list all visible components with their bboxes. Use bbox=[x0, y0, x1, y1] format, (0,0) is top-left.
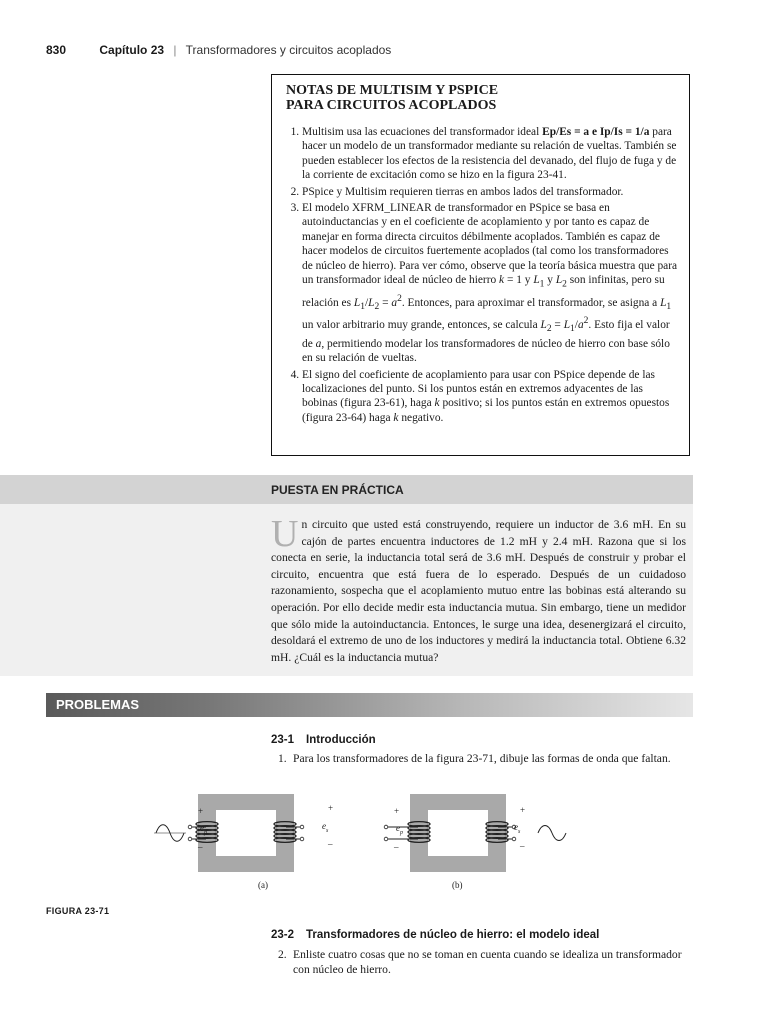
section-title: Transformadores de núcleo de hierro: el modelo ideal bbox=[306, 929, 600, 941]
core-window bbox=[216, 810, 276, 856]
figure-label: FIGURA 23-71 bbox=[46, 906, 110, 916]
notes-item-3: 3. El modelo XFRM_LINEAR de transformador en PSpice se basa en autoinductancias y en el coeficiente de acoplamiento y por tanto es capaz de manejar en forma directa circuitos débilmente acoplados. También es capaz de hacer modelos de circuitos fuertemente acoplados (tal como los transformadores de núcleo de hierro). Para ver cómo, observe que la teoría básica muestra que para un transformador ideal de núcleo de hierro k = 1 y $L_1$ y $L_2$ son infinitas, pero su relación es $L_1/L_2 = a^2$. Entonces, para aproximar el transformador, se asigna a $L_1$ un valor arbitrario muy grande, entonces, se calcula $L_2 = L_1/a^2$. Esto fija el valor de a, permitiendo modelar los transformadores de núcleo de hierro con base sólo en su relación de vueltas. bbox=[302, 201, 679, 366]
label-es: $e_s$ bbox=[514, 822, 521, 835]
terminal bbox=[188, 837, 192, 841]
notes-title-line1: NOTAS DE MULTISIM Y PSPICE bbox=[286, 83, 499, 98]
caption-b: (b) bbox=[452, 880, 463, 890]
minus-sign: – bbox=[394, 842, 399, 852]
plus-sign: + bbox=[394, 806, 400, 816]
terminal bbox=[512, 837, 516, 841]
practice-header-bar bbox=[0, 475, 693, 504]
notes-list bbox=[286, 125, 679, 425]
running-header bbox=[46, 43, 391, 57]
problem-item-1 bbox=[278, 751, 690, 766]
notes-item-2: 2. PSpice y Multisim requieren tierras en ambos lados del transformador. bbox=[302, 185, 679, 199]
plus-sign: + bbox=[198, 806, 204, 816]
ideal-equation: Ep/Es = a e Ip/Is = 1/a bbox=[542, 126, 650, 138]
chapter-label: Capítulo 23 bbox=[99, 43, 165, 57]
label-ep: $e_p$ bbox=[396, 823, 403, 836]
plus-sign: + bbox=[328, 803, 334, 813]
practice-panel bbox=[0, 504, 693, 676]
practice-paragraph: n circuito que usted está construyendo, requiere un inductor de 3.6 mH. En su cajón de partes encuentra inductores de 1.2 mH y 2.4 mH. Razona que si los conecta en serie, la inductancia total será de 3.6 mH. Después de construir y probar el circuito, encuentra que está fuera de lo esperado. Después de un cuidadoso razonamiento, sospecha que el acoplamiento mutuo entre las bobinas está alterando su operación. Por ello decide medir esta inductancia mutua. Sin embargo, tiene un medidor que sólo mide la autoinductancia. Entonces, le surge una idea, desenergizará el circuito, desoldará el extremo de uno de los inductores y medirá la inductancia total. Obtiene 6.32 mH. ¿Cuál es la inductancia mutua? bbox=[271, 518, 686, 664]
section-number: 23-1 bbox=[271, 734, 295, 746]
minus-sign: – bbox=[328, 839, 333, 849]
chapter-title: Transformadores y circuitos acoplados bbox=[185, 43, 392, 57]
notes-item-1: 1. Multisim usa las ecuaciones del transformador ideal Ep/Es = a e Ip/Is = 1/a para hacer un modelo de un transformador mediante su relación de vueltas. También se pueden establecer los efectos de la resistencia del devanado, del flujo de fuga y de la corriente de excitación como se hizo en la figura 23-41. bbox=[302, 125, 679, 183]
section-title: Introducción bbox=[306, 734, 376, 746]
terminal bbox=[384, 825, 388, 829]
core-window bbox=[428, 810, 488, 856]
header-separator: | bbox=[173, 43, 177, 57]
problem-text: Para los transformadores de la figura 23-71, dibuje las formas de onda que faltan. bbox=[293, 752, 671, 765]
notes-title-line2: PARA CIRCUITOS ACOPLADOS bbox=[286, 98, 497, 113]
label-ep: $e_p$ bbox=[200, 823, 207, 836]
notes-item-4: 4. El signo del coeficiente de acoplamiento para usar con PSpice depende de las localizaciones del punto. Si los puntos están en extremos adyacentes de las bobinas (figura 23-61), haga k positivo; si los puntos están en extremos opuestos (figura 23-64) haga k negativo. bbox=[302, 368, 679, 426]
problems-title: PROBLEMAS bbox=[56, 697, 140, 712]
terminal bbox=[300, 825, 304, 829]
minus-sign: – bbox=[520, 841, 525, 851]
terminal bbox=[300, 837, 304, 841]
transformer-a-diagram bbox=[150, 788, 350, 888]
section-number: 23-2 bbox=[271, 929, 295, 941]
section-heading-23-1 bbox=[271, 734, 376, 746]
drop-cap: U bbox=[271, 513, 299, 555]
practice-title: PUESTA EN PRÁCTICA bbox=[271, 483, 404, 497]
plus-sign: + bbox=[520, 805, 526, 815]
problems-header-bar bbox=[46, 693, 693, 717]
problem-text: Enliste cuatro cosas que no se toman en cuenta cuando se idealiza un transformador con núcleo de hierro. bbox=[293, 948, 682, 977]
page-number: 830 bbox=[46, 43, 67, 57]
label-es: $e_s$ bbox=[322, 821, 329, 834]
problem-number: 1. bbox=[278, 752, 287, 765]
section-heading-23-2 bbox=[271, 929, 599, 941]
terminal bbox=[188, 825, 192, 829]
secondary-sine-wave bbox=[538, 826, 566, 841]
transformer-b-diagram bbox=[380, 788, 580, 888]
minus-sign: – bbox=[198, 842, 203, 852]
caption-a: (a) bbox=[258, 880, 268, 890]
transformer-figure-b bbox=[380, 788, 580, 888]
notes-title bbox=[286, 83, 679, 113]
problem-item-2 bbox=[278, 947, 690, 978]
notes-box bbox=[271, 74, 690, 456]
problem-number: 2. bbox=[278, 948, 287, 961]
terminal bbox=[384, 837, 388, 841]
transformer-figure-a bbox=[150, 788, 350, 888]
practice-text bbox=[271, 513, 686, 666]
